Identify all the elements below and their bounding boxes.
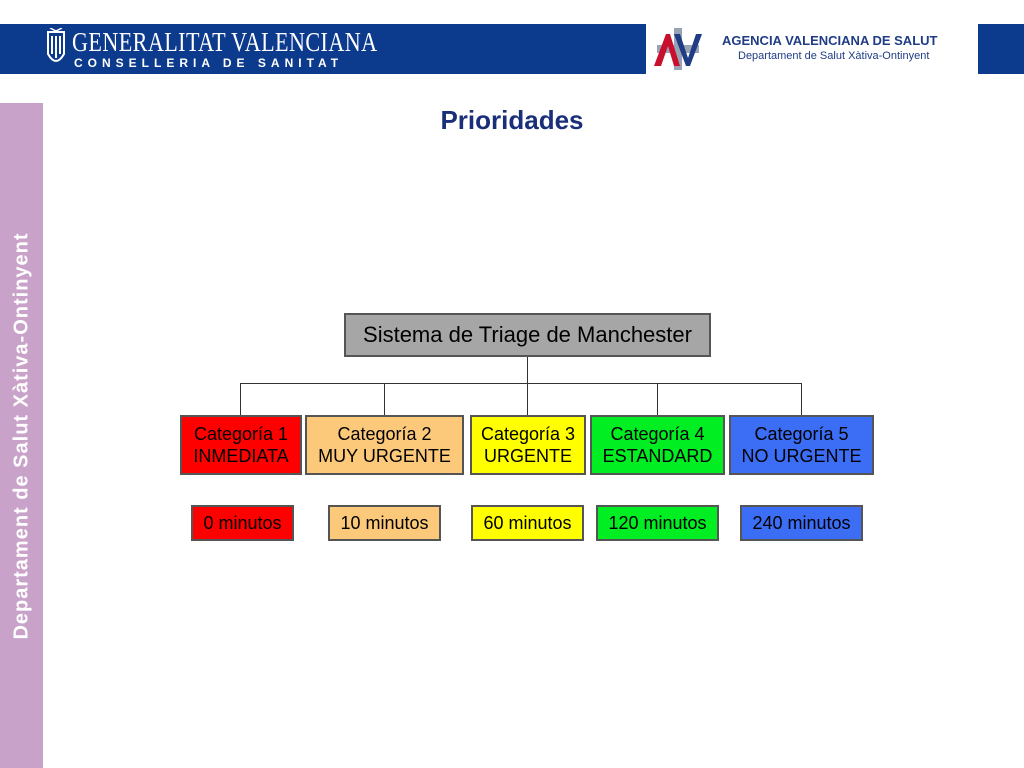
connector-cat-2 <box>384 383 385 415</box>
generalitat-title: GENERALITAT VALENCIANA <box>72 27 378 57</box>
time-label: 120 minutos <box>608 512 707 533</box>
time-box-2 <box>328 505 441 541</box>
connector-cat-3 <box>527 383 528 415</box>
sidebar-text: Departament de Salut Xàtiva-Ontinyent <box>10 231 32 640</box>
category-name: Categoría 3 <box>480 424 576 444</box>
root-label: Sistema de Triage de Manchester <box>363 322 692 347</box>
category-name: Categoría 5 <box>754 424 849 444</box>
category-box-5 <box>729 415 874 475</box>
category-box-4 <box>590 415 725 475</box>
sidebar-label <box>0 103 43 768</box>
agencia-title: AGENCIA VALENCIANA DE SALUT <box>722 33 938 48</box>
category-name: Categoría 1 <box>193 424 289 444</box>
connector-horizontal <box>240 383 802 384</box>
root-box <box>344 313 711 357</box>
time-label: 10 minutos <box>340 512 429 533</box>
connector-cat-1 <box>240 383 241 415</box>
connector-cat-4 <box>657 383 658 415</box>
header-band-right <box>978 24 1024 74</box>
time-box-3 <box>471 505 584 541</box>
header <box>0 0 1024 100</box>
time-box-1 <box>191 505 294 541</box>
time-label: 240 minutos <box>752 512 851 533</box>
agencia-subtitle: Departament de Salut Xàtiva-Ontinyent <box>738 50 930 62</box>
category-level: URGENTE <box>483 446 572 466</box>
category-level: MUY URGENTE <box>318 446 451 466</box>
conselleria-subtitle: CONSELLERIA DE SANITAT <box>74 56 344 70</box>
time-label: 0 minutos <box>203 512 282 533</box>
category-box-3 <box>470 415 586 475</box>
time-box-4 <box>596 505 719 541</box>
category-box-1 <box>180 415 302 475</box>
category-level: ESTANDARD <box>602 446 713 466</box>
agencia-logo-icon <box>652 26 704 72</box>
category-box-2 <box>305 415 464 475</box>
connector-root <box>527 357 528 383</box>
category-name: Categoría 4 <box>610 424 705 444</box>
connector-cat-5 <box>801 383 802 415</box>
category-level: NO URGENTE <box>741 446 862 466</box>
category-level: INMEDIATA <box>193 446 289 466</box>
slide-title: Prioridades <box>440 105 584 135</box>
category-name: Categoría 2 <box>337 424 432 444</box>
time-box-5 <box>740 505 863 541</box>
time-label: 60 minutos <box>483 512 572 533</box>
generalitat-shield-icon <box>44 28 68 70</box>
